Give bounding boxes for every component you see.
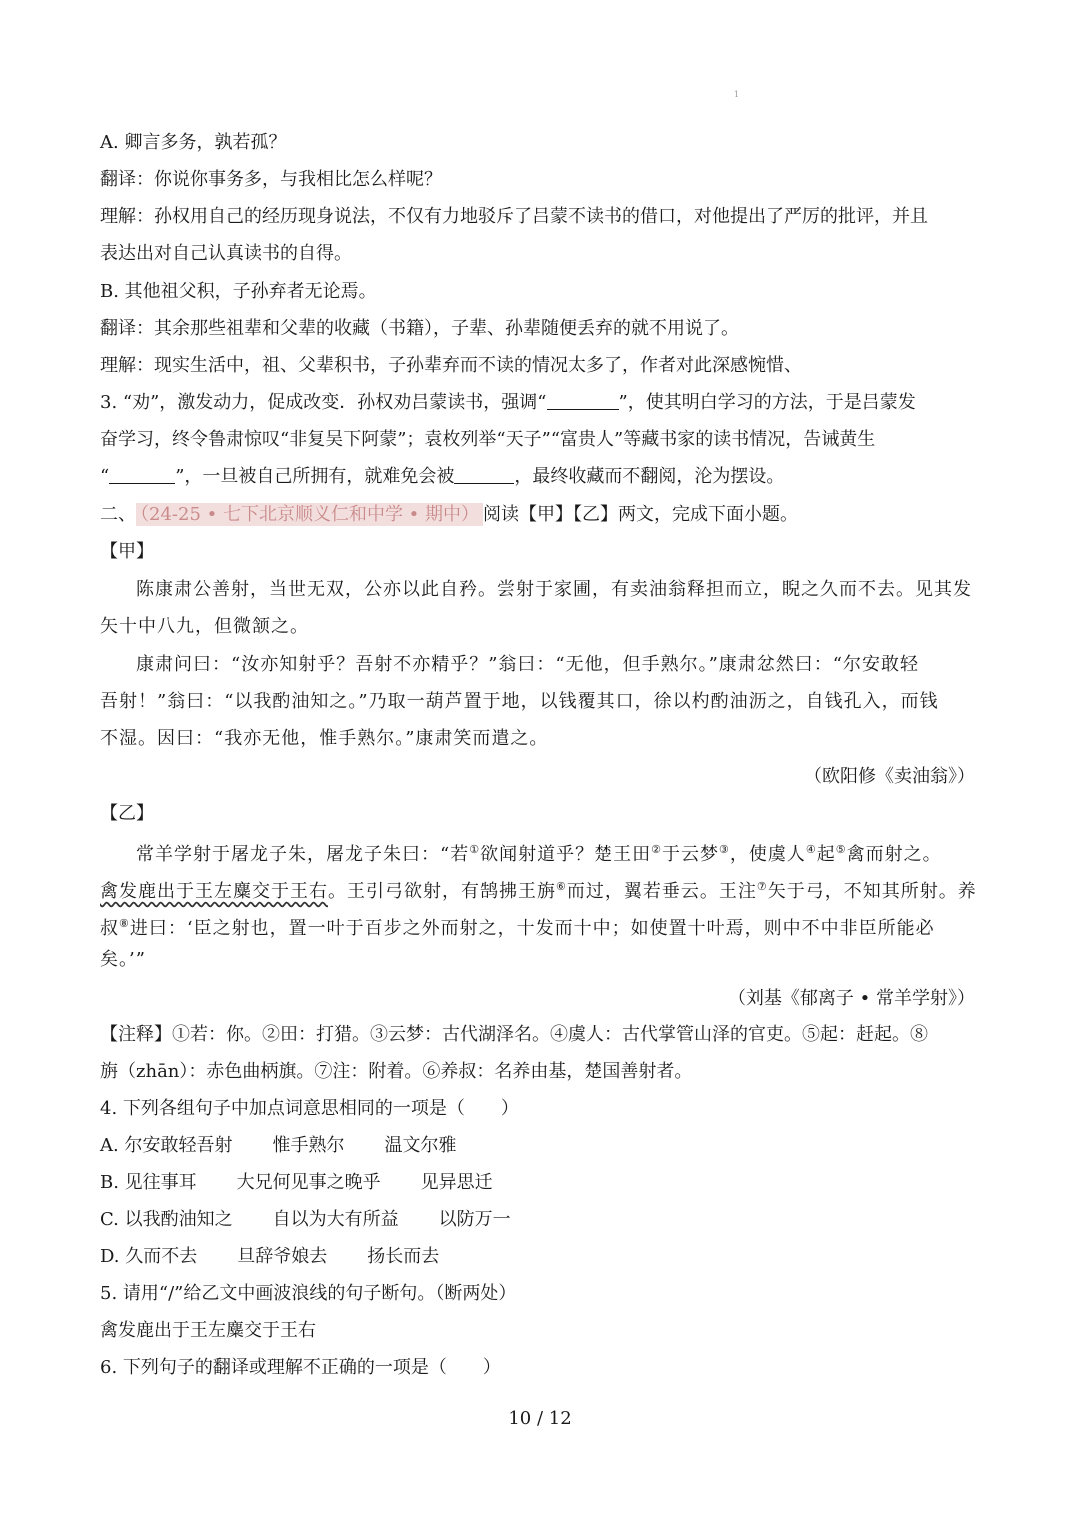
wavy-underlined-sentence: 禽发鹿出于王左麋交于王右 (100, 881, 328, 902)
q3-text-b: ”，使其明白学习的方法，于是吕蒙发 (618, 392, 916, 413)
q4-b-2: 大兄何见事之晚乎 (236, 1172, 381, 1193)
option-b-understanding: 理解：现实生活中，祖、父辈积书，子孙辈弃而不读的情况太多了，作者对此深感惋惜、 (100, 355, 802, 376)
q4-option-d[interactable] (100, 1245, 439, 1269)
q4-b-3: 见异思迁 (420, 1172, 493, 1193)
option-b-translation: 翻译：其余那些祖辈和父辈的收藏（书籍），子辈、孙辈随便丢弃的就不用说了。 (100, 318, 739, 339)
option-a-translation: 翻译：你说你事务多，与我相比怎么样呢？ (100, 169, 442, 190)
top-mark: 1 (734, 90, 740, 99)
passage-jia-line1: 陈康肃公善射，当世无双，公亦以此自矜。尝射于家圃，有卖油翁释担而立，睨之久而不去。见其发 (136, 579, 972, 600)
passage-yi-line4: 矣。’” (100, 949, 146, 970)
passage-jia-heading: 【甲】 (100, 541, 154, 562)
q4-option-c[interactable] (100, 1208, 511, 1232)
passage-yi-line3 (100, 912, 935, 941)
note-marker-1: ① (469, 843, 481, 856)
question-5-stem: 5. 请用“/”给乙文中画波浪线的句子断句。（断两处） (100, 1283, 517, 1304)
passage-yi-line2 (100, 875, 977, 904)
question-3-line3 (100, 465, 784, 489)
q3-text-a: 3. “劝”，激发动力，促成改变．孙权劝吕蒙读书，强调“ (100, 392, 547, 413)
option-a-understanding-line1: 理解：孙权用自己的经历现身说法，不仅有力地驳斥了吕蒙不读书的借口，对他提出了严厉的批评，并且 (100, 206, 928, 227)
q4-a-1: A. 尔安敢轻吾射 (100, 1135, 233, 1156)
q4-a-2: 惟手熟尔 (272, 1135, 345, 1156)
note-marker-8: ⑧ (119, 917, 130, 930)
passage-yi-source: （刘基《郁离子 • 常羊学射》） (727, 988, 975, 1009)
yi1-text-d: ，使虞人 (729, 844, 806, 865)
q4-d-2: 旦辞爷娘去 (237, 1246, 328, 1267)
option-a-understanding-line2: 表达出对自己认真读书的自得。 (100, 243, 352, 264)
passage-jia-line2: 矢十中八九，但微颔之。 (100, 616, 309, 637)
passage-yi-line1 (136, 838, 942, 867)
yi1-text-f: 禽而射之。 (846, 844, 942, 865)
yi1-text-b: 欲闻射道乎？楚王田 (480, 844, 652, 865)
note-marker-3: ③ (718, 843, 730, 856)
q4-d-1: D. 久而不去 (100, 1246, 198, 1267)
section-2-heading (100, 503, 798, 527)
question-3-line2: 奋学习，终令鲁肃惊叹“非复吴下阿蒙”；袁枚列举“天子”“富贵人”等藏书家的读书情况，告诫黄生 (100, 429, 876, 450)
annotation-line2: 旃（zhān）：赤色曲柄旗。⑦注：附着。⑥养叔：名养由基，楚国善射者。 (100, 1061, 693, 1082)
passage-jia-line4: 吾射！”翁曰：“以我酌油知之。”乃取一葫芦置于地，以钱覆其口，徐以杓酌油沥之，自钱孔入，而钱 (100, 691, 939, 712)
note-marker-4: ④ (805, 843, 817, 856)
q3-blank-2[interactable] (109, 465, 175, 484)
q3-text-d: ”，一旦被自己所拥有，就难免会被 (175, 466, 455, 487)
question-3-line1 (100, 391, 916, 415)
q4-c-2: 自以为大有所益 (272, 1209, 399, 1230)
question-5-sentence: 禽发鹿出于王左麋交于王右 (100, 1320, 316, 1341)
annotation-line1: 【注释】①若：你。②田：打猎。③云梦：古代湖泽名。④虞人：古代掌管山泽的官吏。⑤起：赶起。⑧ (100, 1024, 928, 1045)
note-marker-6: ⑥ (556, 880, 567, 893)
passage-jia-source: （欧阳修《卖油翁》） (804, 766, 975, 787)
q4-c-3: 以防万一 (438, 1209, 511, 1230)
yi2-text-b: 。王引弓欲射，有鹄拂王旃 (328, 881, 556, 902)
note-marker-2: ② (651, 843, 662, 856)
source-tag: （24-25 • 七下北京顺义仁和中学 • 期中） (136, 503, 483, 526)
option-a-quote: A. 卿言多务，孰若孤？ (100, 132, 287, 153)
yi3-text-a: 叔 (100, 918, 119, 939)
question-6-stem: 6. 下列句子的翻译或理解不正确的一项是（ ） (100, 1357, 501, 1378)
q4-b-1: B. 见往事耳 (100, 1172, 197, 1193)
yi2-text-d: 矢于弓，不知其所射。养 (767, 881, 977, 902)
passage-yi-heading: 【乙】 (100, 803, 154, 824)
q4-d-3: 扬长而去 (367, 1246, 440, 1267)
note-marker-5: ⑤ (835, 843, 847, 856)
page-number: 10 / 12 (508, 1408, 572, 1429)
q4-c-1: C. 以我酌油知之 (100, 1209, 233, 1230)
q3-text-e: ，最终收藏而不翻阅，沦为摆设。 (514, 466, 785, 487)
q4-a-3: 温文尔雅 (384, 1135, 457, 1156)
passage-jia-line3: 康肃问曰：“汝亦知射乎？吾射不亦精乎？”翁曰：“无他，但手熟尔。”康肃忿然曰：“尔安敢轻 (136, 654, 920, 675)
q4-option-b[interactable] (100, 1171, 493, 1195)
q4-option-a[interactable] (100, 1134, 456, 1158)
note-marker-7: ⑦ (756, 880, 768, 893)
q3-text-c: “ (100, 466, 110, 487)
yi1-text-c: 于云梦 (661, 844, 719, 865)
section-instruction: 阅读【甲】【乙】两文，完成下面小题。 (483, 504, 799, 525)
option-b-quote: B. 其他祖父积，子孙弃者无论焉。 (100, 281, 377, 302)
yi3-text-b: 进曰：‘臣之射也，置一叶于百步之外而射之，十发而十中；如使置十叶焉，则中不中非臣所能必 (129, 918, 935, 939)
q3-blank-1[interactable] (547, 391, 619, 410)
section-number: 二、 (100, 504, 136, 525)
yi1-text-e: 起 (816, 844, 836, 865)
question-4-stem: 4. 下列各组句子中加点词意思相同的一项是（ ） (100, 1098, 519, 1119)
yi2-text-c: 而过，翼若垂云。王注 (566, 881, 757, 902)
yi1-text-a: 常羊学射于屠龙子朱，屠龙子朱曰：“若 (136, 844, 470, 865)
q3-blank-3[interactable] (454, 465, 514, 484)
passage-jia-line5: 不湿。因曰：“我亦无他，惟手熟尔。”康肃笑而遣之。 (100, 728, 549, 749)
